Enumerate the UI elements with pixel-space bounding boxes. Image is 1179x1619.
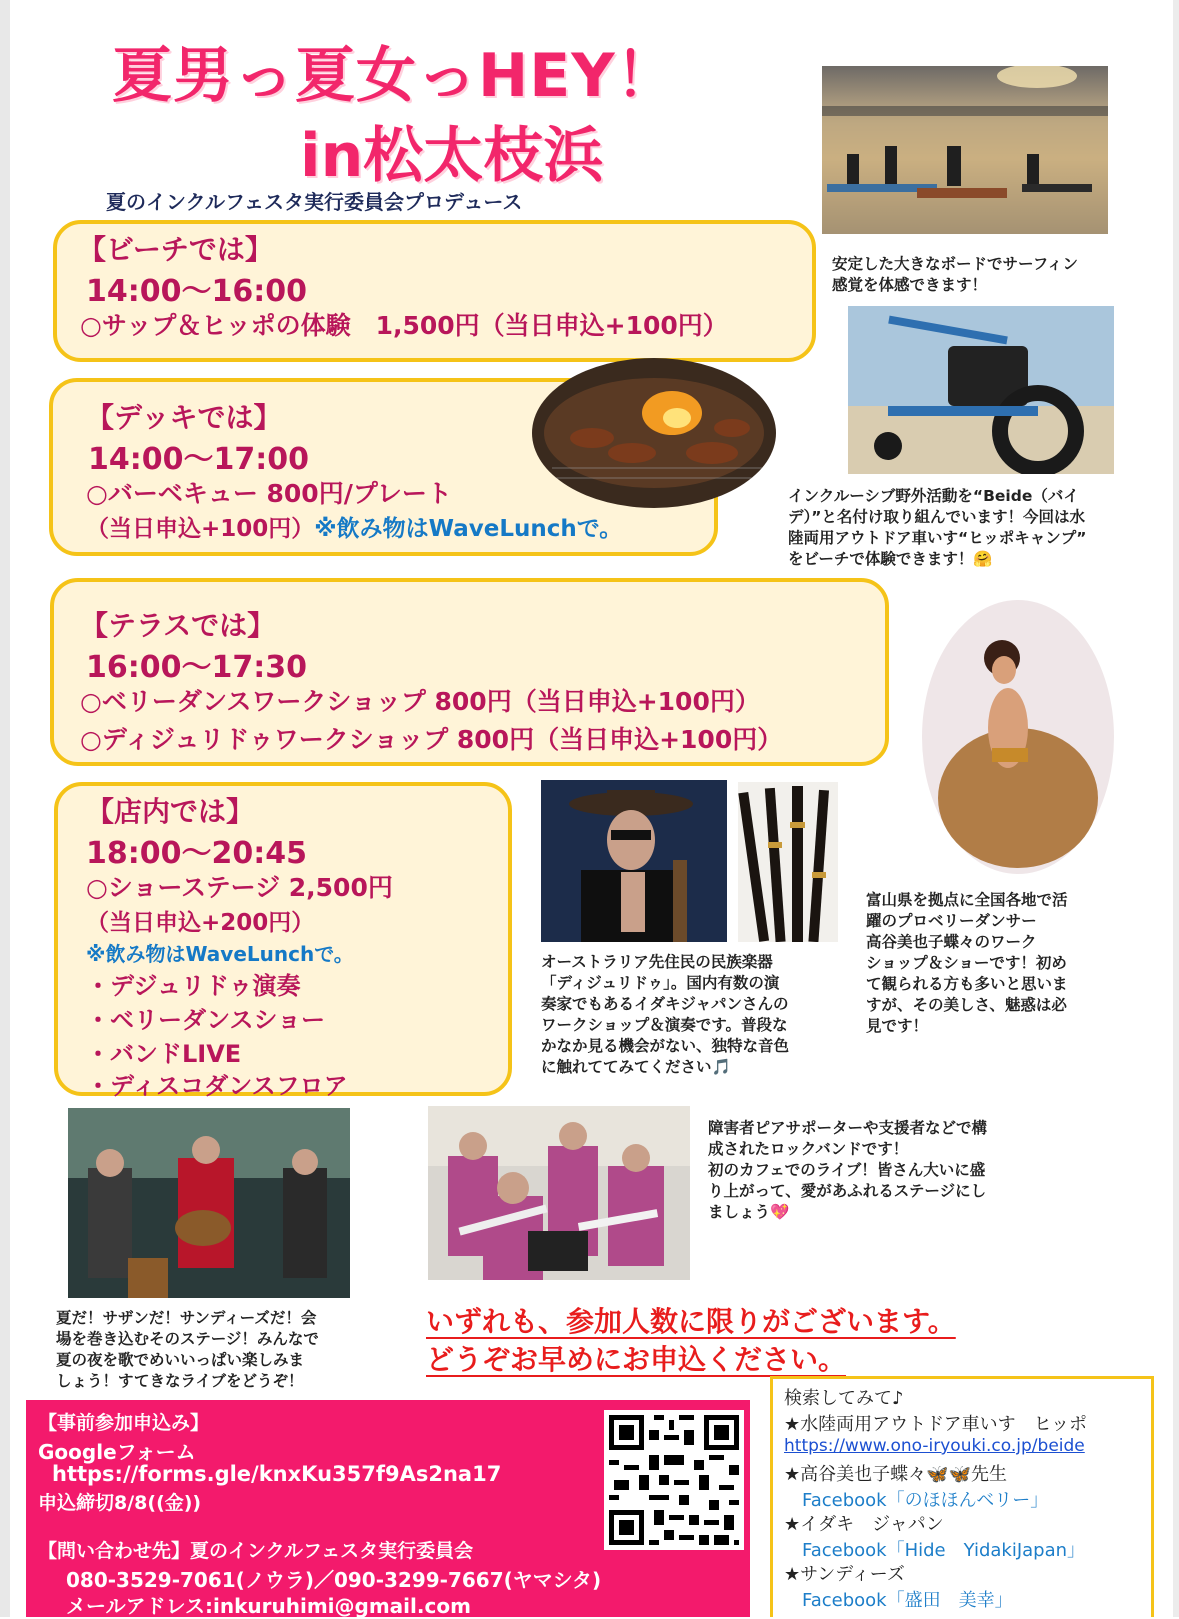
deck-drink-note: ※飲み物はWaveLunchで。 <box>314 516 623 542</box>
terrace-time: 16:00〜17:30 <box>86 650 307 685</box>
right-margin-strip <box>1173 0 1179 1617</box>
bbq-photo <box>532 358 776 508</box>
deck-heading: 【デッキでは】 <box>86 401 282 434</box>
capacity-notice-line1: いずれも、参加人数に限りがございます。 <box>426 1305 956 1338</box>
terrace-heading: 【テラスでは】 <box>80 609 276 642</box>
google-form-link[interactable]: https://forms.gle/knxKu357f9As2na17 <box>52 1462 502 1486</box>
beach-item: ○サップ＆ヒッポの体験 1,500円（当日申込+100円） <box>80 311 728 340</box>
search-item-belly: ★高谷美也子蝶々🦋🦋先生 <box>784 1464 1007 1485</box>
caption-line: 成されたロックバンドです！ <box>708 1140 909 1158</box>
didgeridoo-caption <box>541 952 789 1078</box>
search-item-sandys: ★サンディーズ <box>784 1564 905 1585</box>
registration-heading: 【事前参加申込み】 <box>38 1412 210 1434</box>
beide-link[interactable]: https://www.ono-iryouki.co.jp/beide <box>784 1436 1085 1456</box>
wheelchair-caption <box>788 486 1086 570</box>
caption-line: オーストラリア先住民の民族楽器 <box>541 953 773 971</box>
caption-line: 夏だ！サザンだ！サンディーズだ！会 <box>56 1309 317 1327</box>
caption-line: ショップ＆ショーです！初め <box>866 954 1067 972</box>
caption-line: ましょう💖 <box>708 1203 790 1221</box>
event-title-line1: 夏男っ夏女っHEY！ <box>112 41 677 111</box>
caption-line: をビーチで体験できます！🤗 <box>788 550 993 568</box>
hippocampe-wheelchair-photo <box>848 306 1114 474</box>
sandys-band-photo <box>68 1108 350 1298</box>
contact-email[interactable]: メールアドレス:inkuruhimi@gmail.com <box>66 1594 471 1618</box>
inside-heading: 【店内では】 <box>86 795 255 828</box>
caption-line: 「ディジュリドゥ」。国内有数の演 <box>541 974 780 992</box>
sup-photo <box>822 66 1108 234</box>
left-margin-strip <box>0 0 10 1617</box>
deck-note <box>86 510 622 543</box>
inside-time: 18:00〜20:45 <box>86 836 307 871</box>
caption-line: 躍のプロベリーダンサー <box>866 912 1037 930</box>
caption-line: 夏の夜を歌でめいいっぱい楽しみま <box>56 1351 305 1369</box>
inside-list-item: ・デジュリドゥ演奏 <box>86 972 301 1000</box>
caption-line: デ）”と名付け取り組んでいます！今回は水 <box>788 508 1085 526</box>
didgeridoo-player-photo <box>541 780 727 942</box>
facebook-sandys-link[interactable]: Facebook「盛田 美幸」 <box>802 1590 1013 1611</box>
sup-caption <box>832 254 1078 296</box>
terrace-item2: ○ディジュリドゥワークショップ 800円（当日申込+100円） <box>80 725 783 754</box>
belly-dancer-caption <box>866 890 1068 1037</box>
search-item-hippo: ★水陸両用アウトドア車いす ヒッポ <box>784 1414 1088 1435</box>
beach-time: 14:00〜16:00 <box>86 274 307 309</box>
caption-line: しょう！すてきなライブをどうぞ！ <box>56 1372 304 1390</box>
event-title-line2: in松太枝浜 <box>300 121 604 191</box>
didgeridoo-instruments-photo <box>738 782 838 942</box>
caption-line: 奏家でもあるイダキジャパンさんの <box>541 995 789 1013</box>
caption-line: 見です！ <box>866 1017 929 1035</box>
inside-drink-note: ※飲み物はWaveLunchで。 <box>86 942 354 966</box>
terrace-item1: ○ベリーダンスワークショップ 800円（当日申込+100円） <box>80 687 760 716</box>
inside-list-item: ・ベリーダンスショー <box>86 1006 326 1034</box>
qr-code[interactable] <box>604 1410 744 1550</box>
sandys-caption <box>56 1308 319 1392</box>
caption-line: 安定した大きなボードでサーフィン <box>832 255 1078 273</box>
inside-price-note: （当日申込+200円） <box>86 910 315 936</box>
caption-line: 陸両用アウトドア車いす“ヒッポキャンプ” <box>788 529 1087 547</box>
caption-line: に触れててみてください🎵 <box>541 1058 731 1076</box>
caption-line: 感覚を体感できます！ <box>832 276 988 294</box>
contact-heading: 【問い合わせ先】夏のインクルフェスタ実行委員会 <box>38 1540 474 1562</box>
caption-line: 場を巻き込むそのステージ！みんなで <box>56 1330 319 1348</box>
search-item-yidaki: ★イダキ ジャパン <box>784 1514 944 1535</box>
registration-deadline: 申込締切8/8((金)) <box>38 1492 202 1514</box>
contact-phones[interactable]: 080-3529-7061(ノウラ)／090-3299-7667(ヤマシタ) <box>66 1568 602 1592</box>
rock-band-photo <box>428 1106 690 1280</box>
caption-line: て観られる方も多いと思いま <box>866 975 1068 993</box>
rock-band-caption <box>708 1118 987 1223</box>
deck-item: ○バーベキュー 800円/プレート <box>86 479 452 508</box>
capacity-notice-line2: どうぞお早めにお申込ください。 <box>426 1343 847 1376</box>
caption-line: かなか見る機会がない、独特な音色 <box>541 1037 790 1055</box>
producer-subtitle: 夏のインクルフェスタ実行委員会プロデュース <box>106 190 523 214</box>
caption-line: 富山県を拠点に全国各地で活 <box>866 891 1068 909</box>
caption-line: 初のカフェでのライブ！皆さん大いに盛 <box>708 1161 986 1179</box>
search-title: 検索してみて♪ <box>784 1388 904 1409</box>
inside-list-item: ・バンドLIVE <box>86 1040 242 1068</box>
facebook-yidaki-link[interactable]: Facebook「Hide YidakiJapan」 <box>802 1540 1086 1561</box>
caption-line: すが、その美しさ、魅惑は必 <box>866 996 1067 1014</box>
caption-line: り上がって、愛があふれるステージにし <box>708 1182 987 1200</box>
caption-line: ワークショップ＆演奏です。普段な <box>541 1016 788 1034</box>
beach-heading: 【ビーチでは】 <box>78 233 273 266</box>
caption-line: インクルーシブ野外活動を“Beide（バイ <box>788 487 1079 505</box>
facebook-belly-link[interactable]: Facebook「のほほんベリー」 <box>802 1490 1049 1511</box>
inside-list-item: ・ディスコダンスフロア <box>86 1072 348 1100</box>
caption-line: 高谷美也子蝶々のワーク <box>866 933 1037 951</box>
belly-dancer-photo <box>920 598 1116 876</box>
inside-item: ○ショーステージ 2,500円 <box>86 873 393 902</box>
deck-time: 14:00〜17:00 <box>88 442 309 477</box>
google-form-label: Googleフォーム <box>38 1440 196 1464</box>
deck-price-note: （当日申込+100円） <box>86 516 315 542</box>
caption-line: 障害者ピアサポーターや支援者などで構 <box>708 1119 988 1137</box>
